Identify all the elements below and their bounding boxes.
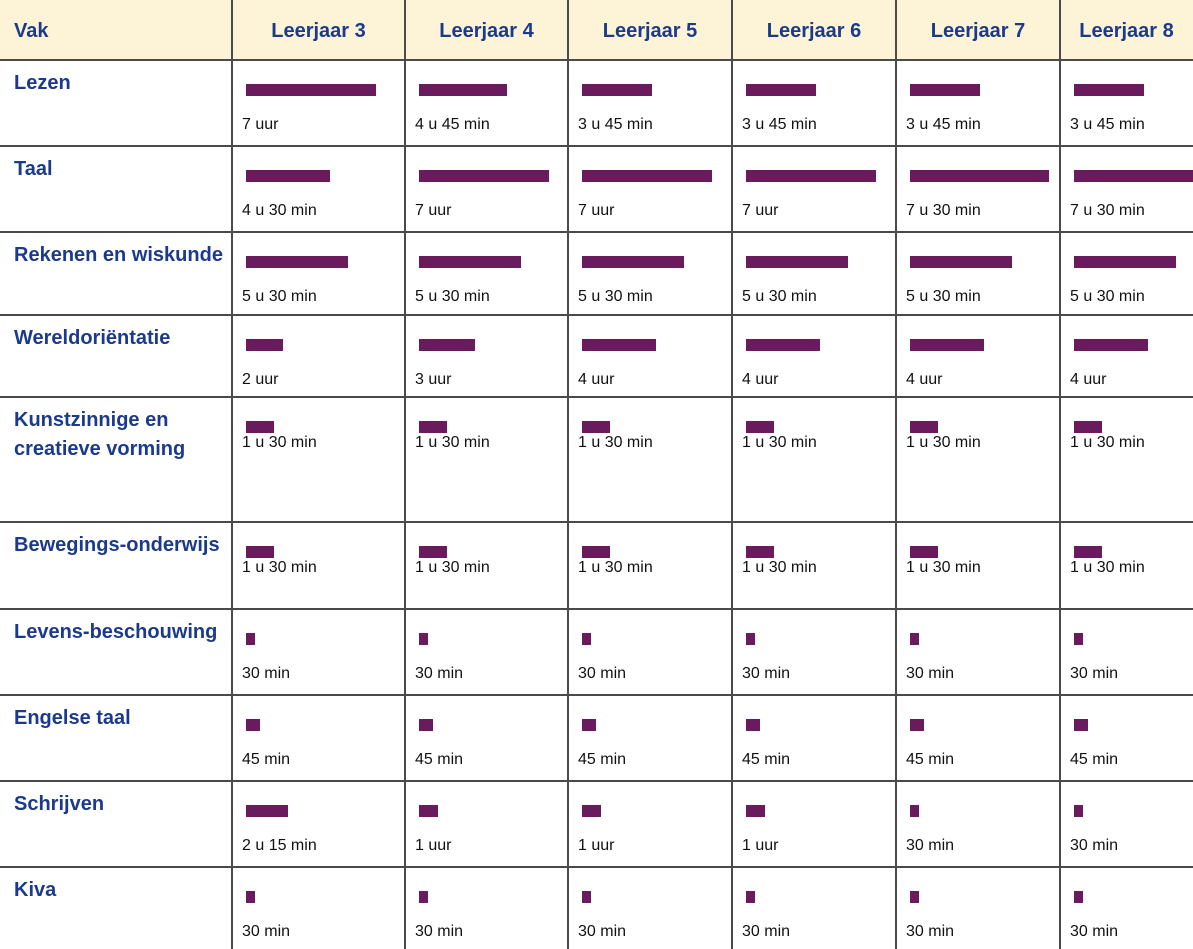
duration-label: 5 u 30 min [742,288,817,305]
header-year-label: Leerjaar 8 [1079,20,1174,42]
row-divider [0,521,1193,523]
duration-label: 2 uur [242,371,279,388]
duration-bar [746,891,755,903]
subject-label: Taal [14,158,53,180]
duration-bar [910,891,919,903]
duration-bar [910,256,1012,268]
duration-bar [419,170,549,182]
duration-label: 5 u 30 min [1070,288,1145,305]
duration-bar [246,805,288,817]
header-year-cell [568,0,732,60]
duration-bar [246,256,348,268]
column-divider [731,0,733,949]
duration-label: 4 u 45 min [415,116,490,133]
subject-cell [0,522,232,609]
duration-bar [746,339,820,351]
duration-label: 30 min [578,665,627,682]
duration-bar [910,170,1049,182]
duration-bar [582,633,591,645]
duration-bar [419,633,428,645]
duration-bar [419,719,433,731]
column-divider [895,0,897,949]
duration-bar [246,339,283,351]
duration-bar [582,805,601,817]
duration-bar [582,891,591,903]
duration-bar [419,339,475,351]
duration-label: 3 u 45 min [906,116,981,133]
duration-bar [246,546,274,558]
header-subject-label: Vak [14,20,49,42]
duration-bar [910,633,919,645]
duration-label: 30 min [906,665,955,682]
duration-bar [246,633,255,645]
duration-bar [1074,256,1176,268]
duration-bar [419,546,447,558]
duration-bar [910,421,938,433]
subject-cell [0,232,232,315]
subject-label: Lezen [14,72,71,94]
duration-label: 5 u 30 min [242,288,317,305]
duration-bar [582,84,652,96]
duration-label: 1 u 30 min [415,434,490,451]
column-divider [404,0,406,949]
subject-cell [0,867,232,949]
subject-cell [0,781,232,867]
duration-label: 5 u 30 min [906,288,981,305]
header-year-cell [732,0,896,60]
duration-bar [910,805,919,817]
header-year-label: Leerjaar 7 [930,20,1026,42]
duration-bar [246,891,255,903]
row-divider [0,780,1193,782]
header-year-cell [405,0,568,60]
duration-label: 30 min [242,923,291,940]
duration-bar [746,633,755,645]
duration-bar [910,719,924,731]
duration-label: 45 min [415,751,464,768]
duration-bar [746,170,876,182]
duration-label: 1 u 30 min [415,559,490,576]
duration-bar [582,339,656,351]
duration-bar [419,256,521,268]
duration-label: 7 uur [242,116,279,133]
duration-label: 3 uur [415,371,452,388]
duration-bar [746,84,816,96]
subject-cell [0,146,232,232]
subject-label: Kiva [14,879,57,901]
duration-label: 30 min [415,665,464,682]
duration-label: 7 u 30 min [1070,202,1145,219]
duration-bar [246,719,260,731]
duration-label: 1 u 30 min [578,559,653,576]
duration-label: 7 uur [415,202,452,219]
duration-label: 4 u 30 min [242,202,317,219]
duration-label: 45 min [1070,751,1119,768]
duration-bar [1074,170,1193,182]
column-divider [231,0,233,949]
duration-label: 1 uur [578,837,615,854]
duration-label: 45 min [742,751,791,768]
duration-bar [419,805,438,817]
duration-bar [910,84,980,96]
duration-bar [419,84,507,96]
duration-bar [419,421,447,433]
duration-bar [1074,719,1088,731]
column-divider [1059,0,1061,949]
subject-cell [0,315,232,397]
duration-label: 7 uur [742,202,779,219]
duration-bar [246,170,330,182]
duration-label: 30 min [1070,665,1119,682]
duration-label: 30 min [906,837,955,854]
duration-label: 1 u 30 min [742,434,817,451]
duration-label: 4 uur [906,371,943,388]
duration-bar [582,546,610,558]
duration-bar [246,84,376,96]
duration-bar [1074,891,1083,903]
subject-label: Bewegings-onderwijs [14,534,220,556]
duration-label: 30 min [742,923,791,940]
header-subject-cell [0,0,232,60]
duration-label: 7 uur [578,202,615,219]
duration-bar [910,546,938,558]
header-year-label: Leerjaar 4 [439,20,534,42]
subject-cell [0,695,232,781]
duration-label: 45 min [242,751,291,768]
duration-bar [1074,805,1083,817]
header-year-cell [1060,0,1193,60]
duration-label: 4 uur [1070,371,1107,388]
duration-label: 1 u 30 min [906,434,981,451]
header-year-label: Leerjaar 5 [602,20,698,42]
duration-label: 2 u 15 min [242,837,317,854]
subject-label: Levens-beschouwing [14,621,218,643]
duration-bar [582,256,684,268]
duration-bar [746,256,848,268]
row-divider [0,145,1193,147]
row-divider [0,314,1193,316]
row-divider [0,231,1193,233]
duration-bar [746,546,774,558]
duration-label: 45 min [906,751,955,768]
duration-label: 3 u 45 min [578,116,653,133]
duration-label: 1 u 30 min [242,434,317,451]
duration-label: 1 uur [742,837,779,854]
duration-label: 3 u 45 min [742,116,817,133]
duration-label: 1 u 30 min [1070,434,1145,451]
row-divider [0,866,1193,868]
row-divider [0,59,1193,61]
duration-label: 1 u 30 min [742,559,817,576]
subject-label: Wereldoriëntatie [14,327,171,349]
subject-label: Rekenen en wiskunde [14,244,223,266]
header-year-cell [896,0,1060,60]
duration-label: 5 u 30 min [578,288,653,305]
duration-label: 45 min [578,751,627,768]
duration-bar [746,719,760,731]
subject-label: Engelse taal [14,707,131,729]
header-year-label: Leerjaar 3 [271,20,366,42]
column-divider [567,0,569,949]
duration-label: 30 min [1070,923,1119,940]
duration-bar [582,170,712,182]
duration-label: 30 min [1070,837,1119,854]
duration-label: 1 uur [415,837,452,854]
duration-bar [582,719,596,731]
subject-label: Schrijven [14,793,105,815]
row-divider [0,694,1193,696]
duration-bar [419,891,428,903]
duration-bar [246,421,274,433]
row-divider [0,396,1193,398]
duration-label: 5 u 30 min [415,288,490,305]
subject-cell [0,609,232,695]
duration-label: 30 min [242,665,291,682]
duration-label: 30 min [578,923,627,940]
duration-bar [1074,546,1102,558]
duration-label: 30 min [906,923,955,940]
duration-bar [1074,421,1102,433]
duration-label: 4 uur [742,371,779,388]
subject-label: Kunstzinnige en creatieve vorming [14,409,186,460]
duration-bar [1074,633,1083,645]
duration-label: 1 u 30 min [242,559,317,576]
duration-label: 3 u 45 min [1070,116,1145,133]
duration-bar [582,421,610,433]
row-divider [0,608,1193,610]
duration-label: 7 u 30 min [906,202,981,219]
duration-label: 1 u 30 min [578,434,653,451]
duration-label: 1 u 30 min [1070,559,1145,576]
header-year-cell [232,0,405,60]
duration-bar [1074,84,1144,96]
duration-label: 4 uur [578,371,615,388]
duration-bar [1074,339,1148,351]
duration-label: 1 u 30 min [906,559,981,576]
duration-bar [746,421,774,433]
subject-cell [0,397,232,522]
duration-bar [746,805,765,817]
header-year-label: Leerjaar 6 [766,20,862,42]
subject-cell [0,60,232,146]
duration-label: 30 min [415,923,464,940]
duration-bar [910,339,984,351]
duration-label: 30 min [742,665,791,682]
